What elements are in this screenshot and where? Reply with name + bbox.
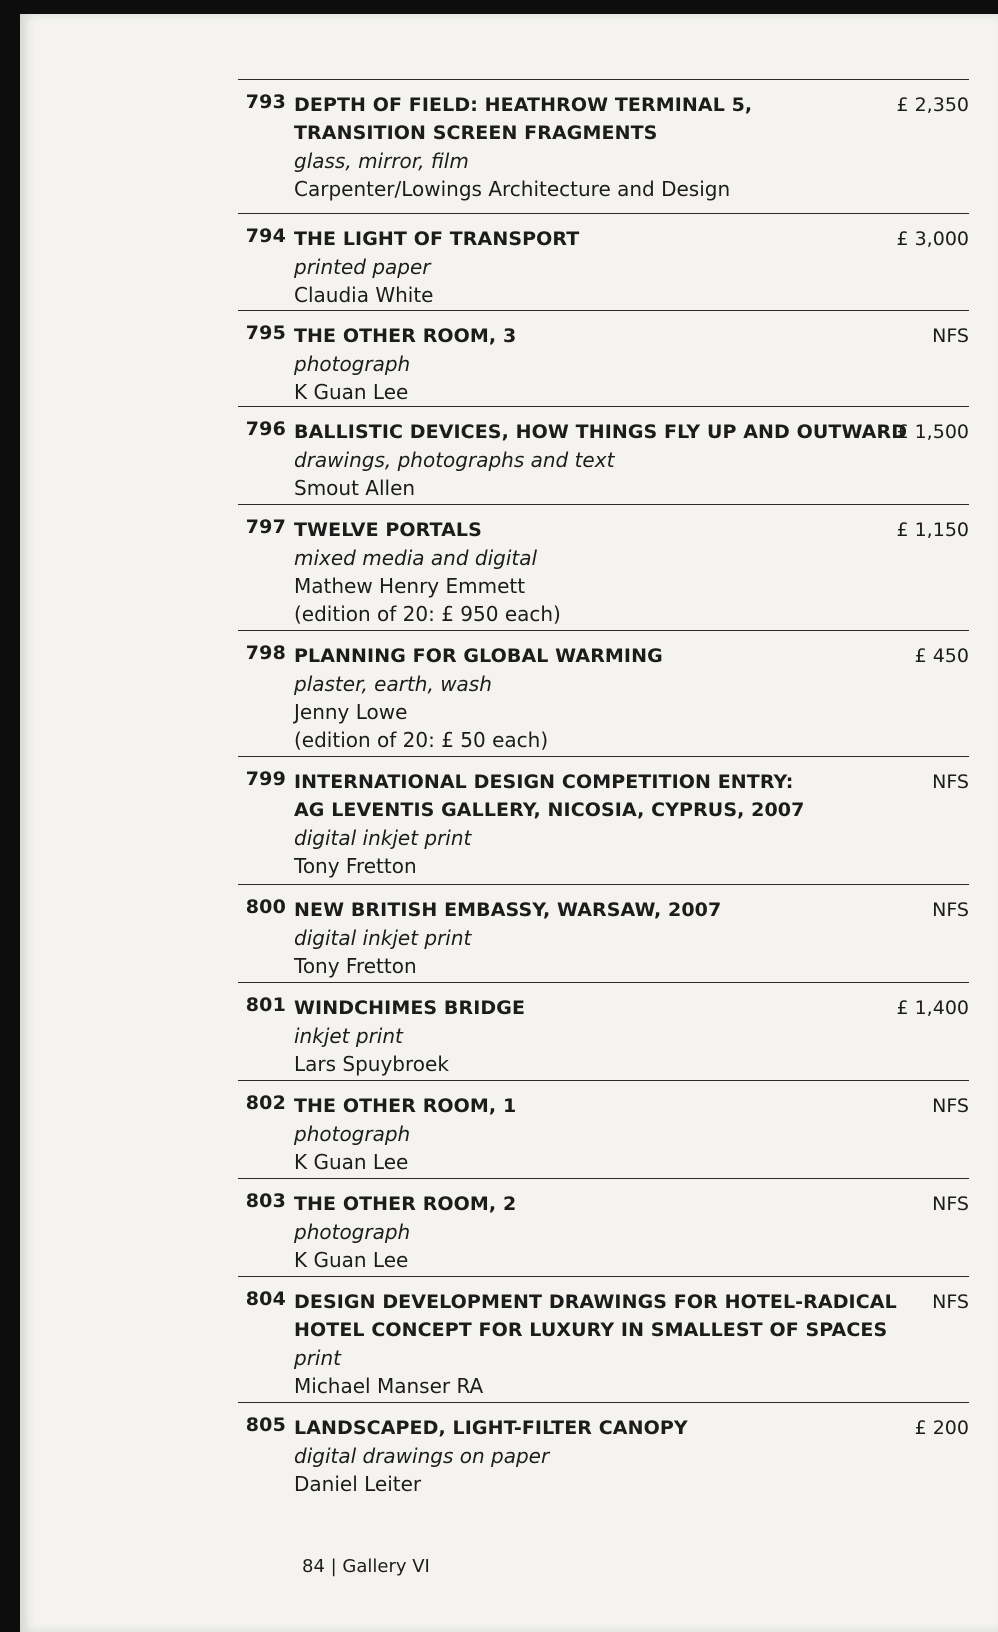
entry-title-line: INTERNATIONAL DESIGN COMPETITION ENTRY: bbox=[294, 771, 794, 793]
catalogue-entry-795 bbox=[238, 310, 969, 406]
entry-title-line: PLANNING FOR GLOBAL WARMING bbox=[294, 645, 663, 667]
entry-artist: Tony Fretton bbox=[294, 954, 417, 978]
entry-title-line: TRANSITION SCREEN FRAGMENTS bbox=[294, 122, 658, 144]
entry-number: 796 bbox=[245, 418, 286, 440]
entry-number: 804 bbox=[245, 1288, 286, 1310]
entry-medium: print bbox=[294, 1346, 341, 1370]
catalogue-entry-801 bbox=[238, 982, 969, 1078]
catalogue-entry-797 bbox=[238, 504, 969, 628]
entry-price: £ 200 bbox=[914, 1417, 969, 1439]
entry-title-line: THE OTHER ROOM, 2 bbox=[294, 1193, 517, 1215]
entry-number: 794 bbox=[245, 225, 286, 247]
entry-artist: Daniel Leiter bbox=[294, 1472, 422, 1496]
entry-title-line: DEPTH OF FIELD: HEATHROW TERMINAL 5, bbox=[294, 94, 753, 116]
entry-price: £ 1,150 bbox=[896, 519, 969, 541]
entry-medium: digital inkjet print bbox=[294, 926, 472, 950]
entry-price: NFS bbox=[932, 899, 969, 921]
entry-number: 795 bbox=[245, 322, 286, 344]
catalogue-page bbox=[20, 14, 998, 1632]
entry-medium: photograph bbox=[294, 352, 411, 376]
entry-number: 798 bbox=[245, 642, 286, 664]
entry-medium: photograph bbox=[294, 1220, 411, 1244]
entry-edition: (edition of 20: £ 950 each) bbox=[294, 602, 561, 626]
entry-edition: (edition of 20: £ 50 each) bbox=[294, 728, 549, 752]
entry-title-line: DESIGN DEVELOPMENT DRAWINGS FOR HOTEL-RADICAL bbox=[294, 1291, 897, 1313]
catalogue-entry-798 bbox=[238, 630, 969, 754]
entry-price: NFS bbox=[932, 1095, 969, 1117]
entry-medium: printed paper bbox=[294, 255, 431, 279]
entry-title-line: AG LEVENTIS GALLERY, NICOSIA, CYPRUS, 2007 bbox=[294, 799, 805, 821]
entry-number: 797 bbox=[245, 516, 286, 538]
entry-number: 801 bbox=[245, 994, 286, 1016]
catalogue-entry-793 bbox=[238, 79, 969, 203]
entry-medium: plaster, earth, wash bbox=[294, 672, 492, 696]
entry-title-line: THE OTHER ROOM, 1 bbox=[294, 1095, 517, 1117]
entry-price: £ 1,400 bbox=[896, 997, 969, 1019]
catalogue-entry-799 bbox=[238, 756, 969, 880]
entry-number: 793 bbox=[245, 91, 286, 113]
entry-price: £ 3,000 bbox=[896, 228, 969, 250]
entry-title-line: LANDSCAPED, LIGHT-FILTER CANOPY bbox=[294, 1417, 688, 1439]
entry-medium: digital drawings on paper bbox=[294, 1444, 550, 1468]
entry-artist: Smout Allen bbox=[294, 476, 416, 500]
entry-title-line: WINDCHIMES BRIDGE bbox=[294, 997, 526, 1019]
entry-price: NFS bbox=[932, 771, 969, 793]
entry-artist: K Guan Lee bbox=[294, 1150, 409, 1174]
entry-number: 802 bbox=[245, 1092, 286, 1114]
entry-artist: Lars Spuybroek bbox=[294, 1052, 449, 1076]
entry-title-line: NEW BRITISH EMBASSY, WARSAW, 2007 bbox=[294, 899, 722, 921]
entry-artist: Tony Fretton bbox=[294, 854, 417, 878]
catalogue-entry-804 bbox=[238, 1276, 969, 1400]
entry-number: 800 bbox=[245, 896, 286, 918]
entry-number: 799 bbox=[245, 768, 286, 790]
entry-medium: digital inkjet print bbox=[294, 826, 472, 850]
entry-price: £ 450 bbox=[914, 645, 969, 667]
page-footer: 84 | Gallery VI bbox=[302, 1556, 430, 1577]
catalogue-entry-803 bbox=[238, 1178, 969, 1274]
catalogue-entry-802 bbox=[238, 1080, 969, 1176]
entry-price: NFS bbox=[932, 1291, 969, 1313]
entry-number: 805 bbox=[245, 1414, 286, 1436]
entry-title-line: HOTEL CONCEPT FOR LUXURY IN SMALLEST OF SPACES bbox=[294, 1319, 888, 1341]
catalogue-entry-800 bbox=[238, 884, 969, 980]
entry-artist: K Guan Lee bbox=[294, 1248, 409, 1272]
entry-price: £ 1,500 bbox=[896, 421, 969, 443]
catalogue-entry-794 bbox=[238, 213, 969, 309]
entry-medium: inkjet print bbox=[294, 1024, 403, 1048]
entry-title-line: TWELVE PORTALS bbox=[294, 519, 482, 541]
entry-medium: photograph bbox=[294, 1122, 411, 1146]
catalogue-entry-805 bbox=[238, 1402, 969, 1498]
entry-artist: Jenny Lowe bbox=[294, 700, 408, 724]
entry-medium: glass, mirror, film bbox=[294, 149, 469, 173]
catalogue-entry-796 bbox=[238, 406, 969, 502]
entry-title-line: THE LIGHT OF TRANSPORT bbox=[294, 228, 580, 250]
entry-artist: Michael Manser RA bbox=[294, 1374, 484, 1398]
entry-title-line: BALLISTIC DEVICES, HOW THINGS FLY UP AND OUTWARD bbox=[294, 421, 908, 443]
entry-artist: Claudia White bbox=[294, 283, 434, 307]
entry-artist: K Guan Lee bbox=[294, 380, 409, 404]
entry-medium: drawings, photographs and text bbox=[294, 448, 615, 472]
entry-artist: Mathew Henry Emmett bbox=[294, 574, 526, 598]
entry-number: 803 bbox=[245, 1190, 286, 1212]
entry-medium: mixed media and digital bbox=[294, 546, 538, 570]
entry-price: £ 2,350 bbox=[896, 94, 969, 116]
entry-price: NFS bbox=[932, 1193, 969, 1215]
entry-title-line: THE OTHER ROOM, 3 bbox=[294, 325, 517, 347]
entry-artist: Carpenter/Lowings Architecture and Design bbox=[294, 177, 731, 201]
entry-price: NFS bbox=[932, 325, 969, 347]
